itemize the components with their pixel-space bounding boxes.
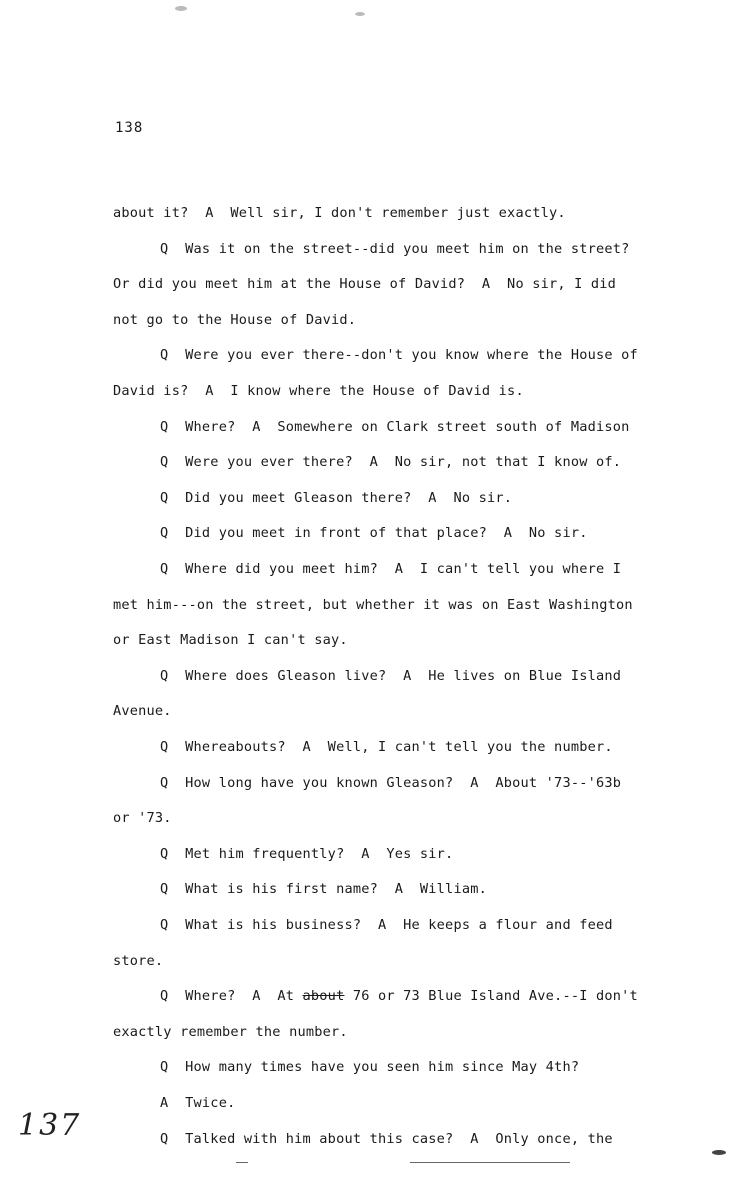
transcript-line (160, 490, 512, 506)
transcript-line (113, 312, 356, 328)
transcript-line (160, 241, 630, 257)
line-text: Q Where? A Somewhere on Clark street south of Madison (160, 418, 630, 435)
transcript-line (113, 276, 616, 292)
line-text: Q Talked with him about this case? A Only once, the (160, 1130, 613, 1147)
line-text: Avenue. (113, 703, 172, 720)
line-text: met him---on the street, but whether it was on East Washington (113, 596, 633, 613)
line-text: Q Where does Gleason live? A He lives on Blue Island (160, 667, 622, 684)
line-text: Q Where did you meet him? A I can't tell you where I (160, 561, 622, 577)
transcript-line (113, 597, 633, 613)
line-text: store. (113, 952, 164, 969)
transcript-line (160, 561, 621, 577)
transcript-line (160, 917, 613, 933)
bottom-rule (236, 1162, 248, 1163)
handwritten-margin-note: 137 (18, 1108, 82, 1143)
transcript-line (113, 953, 163, 969)
line-text: Q Whereabouts? A Well, I can't tell you the number. (160, 739, 613, 755)
line-text: about it? A Well sir, I don't remember just exactly. (113, 205, 566, 221)
transcript-line (113, 810, 172, 826)
page-number: 138 (115, 120, 144, 136)
line-text: Q How many times have you seen him since May 4th? (160, 1059, 580, 1076)
scan-smudge (712, 1150, 726, 1155)
scan-smudge (175, 6, 187, 11)
line-text: Q Did you meet Gleason there? A No sir. (160, 489, 513, 506)
transcript-line (160, 846, 453, 862)
line-text: Q Where? A At (160, 988, 303, 1005)
line-text: David is? A I know where the House of David is. (113, 383, 524, 399)
line-text: or '73. (113, 810, 172, 827)
transcript-line (113, 383, 524, 399)
line-text: Q Was it on the street--did you meet him on the street? (160, 240, 630, 257)
struck-word: about (302, 988, 345, 1005)
transcript-line (160, 525, 588, 541)
line-text: Q Met him frequently? A Yes sir. (160, 845, 454, 862)
transcript-line (160, 668, 621, 684)
transcript-line (113, 205, 566, 221)
line-text: Q Were you ever there--don't you know where the House of (160, 347, 638, 364)
line-text: Q What is his first name? A William. (160, 881, 487, 898)
transcript-line (160, 419, 630, 435)
line-text: Q Did you meet in front of that place? A No sir. (160, 525, 588, 542)
transcript-line (113, 703, 172, 719)
transcript-line (160, 881, 487, 897)
line-text: Q How long have you known Gleason? A About '73--'63b (160, 774, 622, 791)
line-text: Q Were you ever there? A No sir, not that I know of. (160, 454, 622, 471)
line-text: A Twice. (160, 1095, 236, 1111)
transcript-line (160, 775, 621, 791)
transcript-line (160, 739, 613, 755)
transcript-line (113, 1024, 348, 1040)
transcript-line (160, 347, 638, 363)
line-text-after: 76 or 73 Blue Island Ave.--I don't (344, 988, 638, 1005)
line-text: Or did you meet him at the House of David? A No sir, I did (113, 276, 617, 293)
transcript-line (160, 988, 638, 1004)
scan-smudge (355, 12, 365, 16)
transcript-line (160, 1059, 579, 1075)
transcript-line (160, 1095, 235, 1111)
line-text: not go to the House of David. (113, 311, 357, 328)
bottom-rule (410, 1162, 570, 1163)
line-text: exactly remember the number. (113, 1023, 348, 1040)
line-text: or East Madison I can't say. (113, 632, 348, 649)
transcript-line (160, 454, 621, 470)
transcript-line (113, 632, 348, 648)
line-text: Q What is his business? A He keeps a flour and feed (160, 917, 613, 933)
transcript-line (160, 1131, 613, 1147)
